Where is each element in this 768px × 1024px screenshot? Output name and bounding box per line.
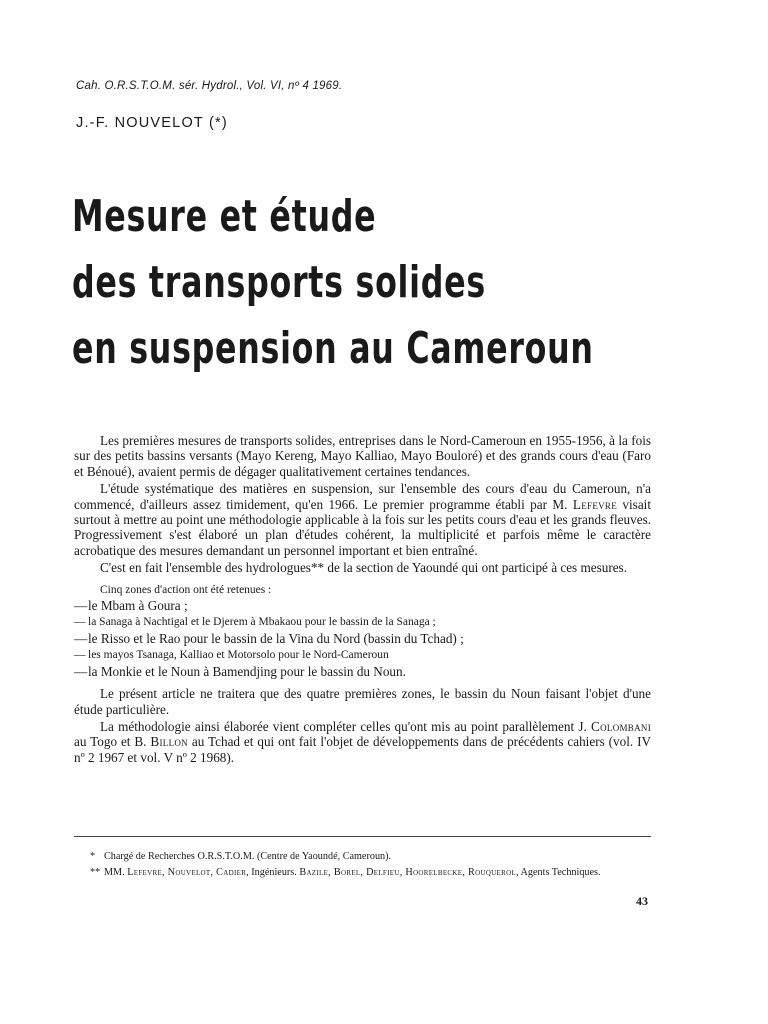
article-title (72, 184, 594, 382)
article-author: J.-F. NOUVELOT (*) (76, 115, 228, 131)
paragraph-3: C'est en fait l'ensemble des hydrologues** de la section de Yaoundé qui ont participé à ces mesures. (100, 560, 627, 576)
paragraph-2-text-b: visait surtout à mettre au point une méthodologie applicable à la fois sur les petits cours d'eau et les grands fleuves. Progressivement s'est élaboré un plan d'études cohérent, la multiplicité et parfois même le caractère acrobatique des mesures demandant un personnel important et bien entraîné. (74, 496, 651, 558)
title-line-1: Mesure et étude (72, 191, 377, 242)
list-item: —le Risso et le Rao pour le bassin de la Vina du Nord (bassin du Tchad) ; (74, 630, 464, 646)
action-zones-list (74, 582, 651, 681)
list-item: —la Monkie et le Noun à Bamendjing pour le bassin du Noun. (74, 663, 406, 679)
paragraph-2-text-a: L'étude systématique des matières en suspension, sur l'ensemble des cours d'eau du Cameroun, n'a commencé, d'ailleurs assez timidement, qu'en 1966. Le premier programme établi par M. (74, 481, 651, 512)
list-lead: Cinq zones d'action ont été retenues : (100, 583, 272, 596)
page-number: 43 (636, 894, 648, 908)
title-line-2: des transports solides (72, 257, 486, 308)
footnote-2: ** MM. Lefevre, Nouvelot, Cadier, Ingénieurs. Bazile, Borel, Delfieu, Hoorelbecke, Rouquerol, Agents Techniques. (90, 867, 601, 878)
list-item: — les mayos Tsanaga, Kalliao et Motorsolo pour le Nord-Cameroun (74, 649, 389, 662)
article-body (74, 433, 651, 767)
paragraph-5: La méthodologie ainsi élaborée vient compléter celles qu'ont mis au point parallèlement J. Colombani au Togo et B. Billon au Tchad et qui ont fait l'objet de développements dans de précédents cahiers (vol. IV nº 2 1967 et vol. V nº 2 1968). (74, 718, 651, 765)
title-line-3: en suspension au Cameroun (72, 323, 594, 374)
footnote-1: * Chargé de Recherches O.R.S.T.O.M. (Centre de Yaoundé, Cameroun). (90, 851, 392, 862)
footnotes (90, 849, 650, 881)
footnote-divider (74, 836, 651, 837)
person-name-lefevre: Lefevre (572, 496, 618, 512)
person-name-colombani: Colombani (591, 718, 651, 734)
paragraph-2 (74, 481, 651, 558)
person-name-billon: Billon (150, 734, 188, 750)
paragraph-1: Les premières mesures de transports solides, entreprises dans le Nord-Cameroun en 1955-1956, à la fois sur des petits bassins versants (Mayo Kereng, Mayo Kalliao, Mayo Bouloré) et des grands cours d'eau (Faro et Bénoué), avaient permis de dégager qualitativement certaines tendances. (74, 433, 651, 479)
list-item: —le Mbam à Goura ; (74, 597, 188, 613)
list-item: — la Sanaga à Nachtigal et le Djerem à Mbakaou pour le bassin de la Sanaga ; (74, 616, 436, 629)
paragraph-4: Le présent article ne traitera que des quatre premières zones, le bassin du Noun faisant l'objet d'une étude particulière. (74, 686, 651, 717)
journal-citation: Cah. O.R.S.T.O.M. sér. Hydrol., Vol. VI, nº 4 1969. (76, 80, 343, 92)
